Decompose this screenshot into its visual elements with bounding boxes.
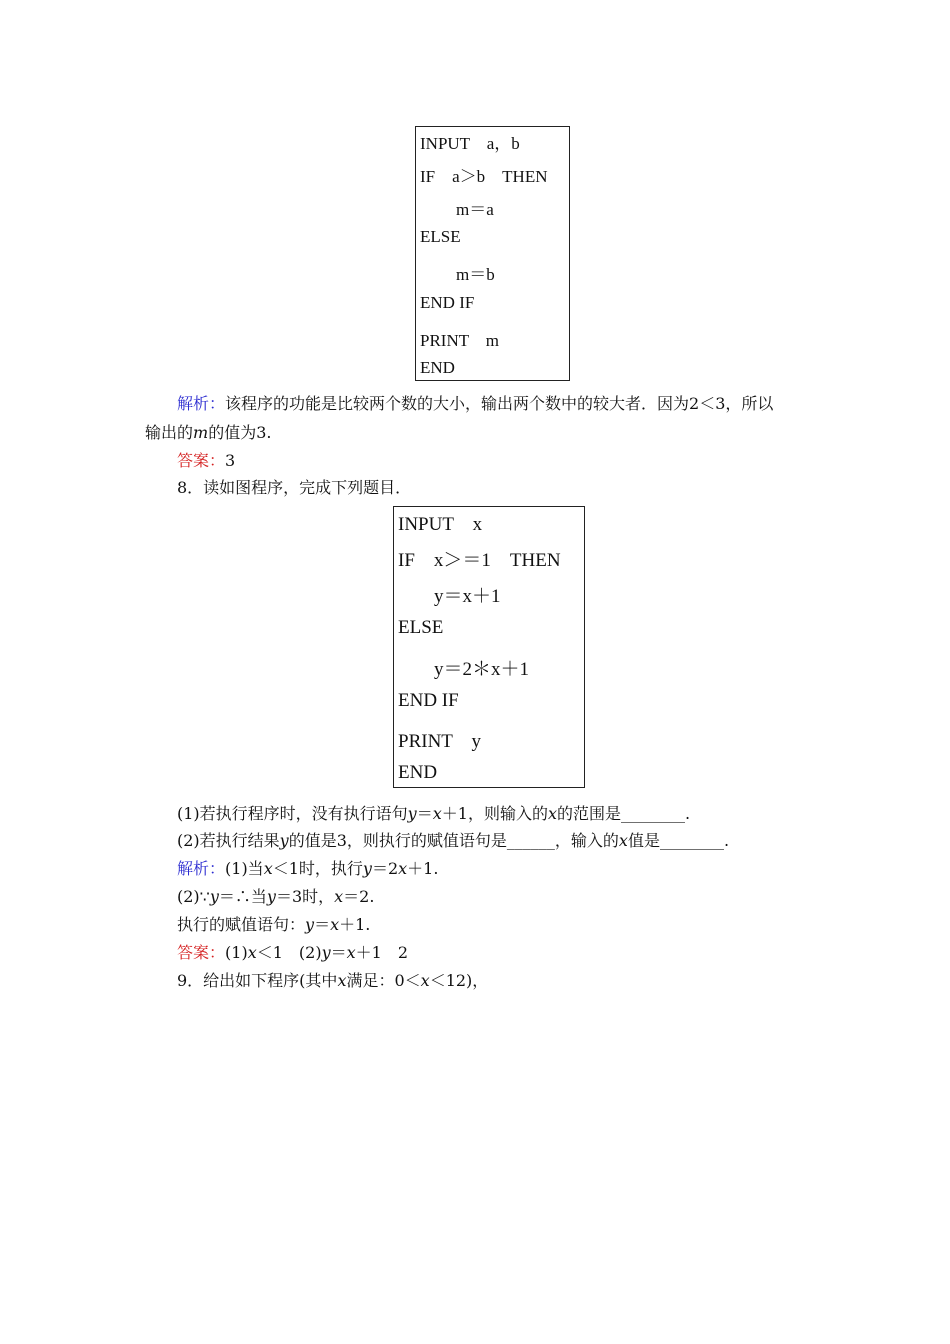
answer-label: 答案： [177,943,226,962]
code-line: INPUT a，b [420,134,520,153]
analysis-1-line-1 [177,391,773,414]
answer-label: 答案： [177,451,226,470]
code-line: END [398,762,438,783]
code-line: INPUT x [398,514,483,535]
text: (1)若执行程序时，没有执行语句 [177,804,408,823]
math-var: x [398,859,408,878]
question-8-part-2 [177,828,729,851]
question-8-part-1 [177,801,690,824]
math-var: y [266,887,276,906]
math-var: x [330,915,340,934]
code-line: y＝x＋1 [434,586,501,607]
math-var: y [279,831,289,850]
text: (2)∵ [177,887,210,906]
math-var: x [337,971,347,990]
text: ＋1 2 [355,943,409,962]
answer-value: 3 [225,451,236,470]
text: ＜1时，执行 [272,859,363,878]
analysis-label: 解析： [177,394,226,413]
math-var: x [547,804,557,823]
code-line: END IF [398,690,459,711]
code-line: PRINT y [398,731,482,752]
text: 执行的赋值语句： [177,915,306,934]
analysis-label: 解析： [177,859,226,878]
code-line: m＝b [456,265,495,284]
text: (1)当 [225,859,264,878]
text: ＋1. [339,915,371,934]
math-var: y [407,804,417,823]
question-8-analysis-line-1 [177,856,438,879]
text: ＝3时， [275,887,335,906]
text: ＝∴当 [218,887,267,906]
text: ＜12)， [429,971,489,990]
code-line: ELSE [398,617,444,638]
text: ＋1，则输入的 [441,804,548,823]
math-var: x [263,859,273,878]
program-box-2 [393,506,585,788]
analysis-1-line-2 [145,420,271,443]
text: ＝2 [371,859,399,878]
text: ＜1 (2) [256,943,322,962]
math-var: x [618,831,628,850]
question-8-analysis-line-2 [177,884,374,907]
analysis-text: 该程序的功能是比较两个数的大小，输出两个数中的较大者．因为2＜3，所以 [225,394,774,413]
text: ＋1. [407,859,439,878]
answer-1 [177,448,235,471]
code-line: END IF [420,293,475,312]
math-var: y [209,887,219,906]
code-line: m＝a [456,200,494,219]
text: 的值是3，则执行的赋值语句是______，输入的 [288,831,619,850]
math-var: y [321,943,331,962]
text: 的范围是________. [556,804,691,823]
text: 9．给出如下程序(其中 [177,971,338,990]
code-line: IF x＞＝1 THEN [398,550,561,571]
text: 满足：0＜ [346,971,421,990]
text: ＝ [416,804,433,823]
code-line: y＝2＊x＋1 [434,659,530,680]
code-line: PRINT m [420,331,500,350]
question-9-stem [177,968,488,991]
math-var: y [305,915,315,934]
question-8-analysis-line-3 [177,912,370,935]
math-var: x [346,943,356,962]
text: 的值为3. [208,423,272,442]
math-var: x [420,971,430,990]
math-var: y [362,859,372,878]
text: 输出的 [145,423,194,442]
math-var: m [193,423,209,442]
text: ＝ [330,943,347,962]
code-line: IF a＞b THEN [420,167,548,186]
text: ＝2. [343,887,375,906]
program-box-1 [415,126,570,381]
text: (1) [225,943,248,962]
text: ＝ [314,915,331,934]
code-line: END [420,358,455,377]
code-line: ELSE [420,227,461,246]
math-var: x [432,804,442,823]
math-var: x [247,943,257,962]
math-var: x [334,887,344,906]
question-8-stem: 8．读如图程序，完成下列题目． [177,478,412,497]
text: 值是________. [627,831,730,850]
text: (2)若执行结果 [177,831,280,850]
question-8-answer [177,940,408,963]
